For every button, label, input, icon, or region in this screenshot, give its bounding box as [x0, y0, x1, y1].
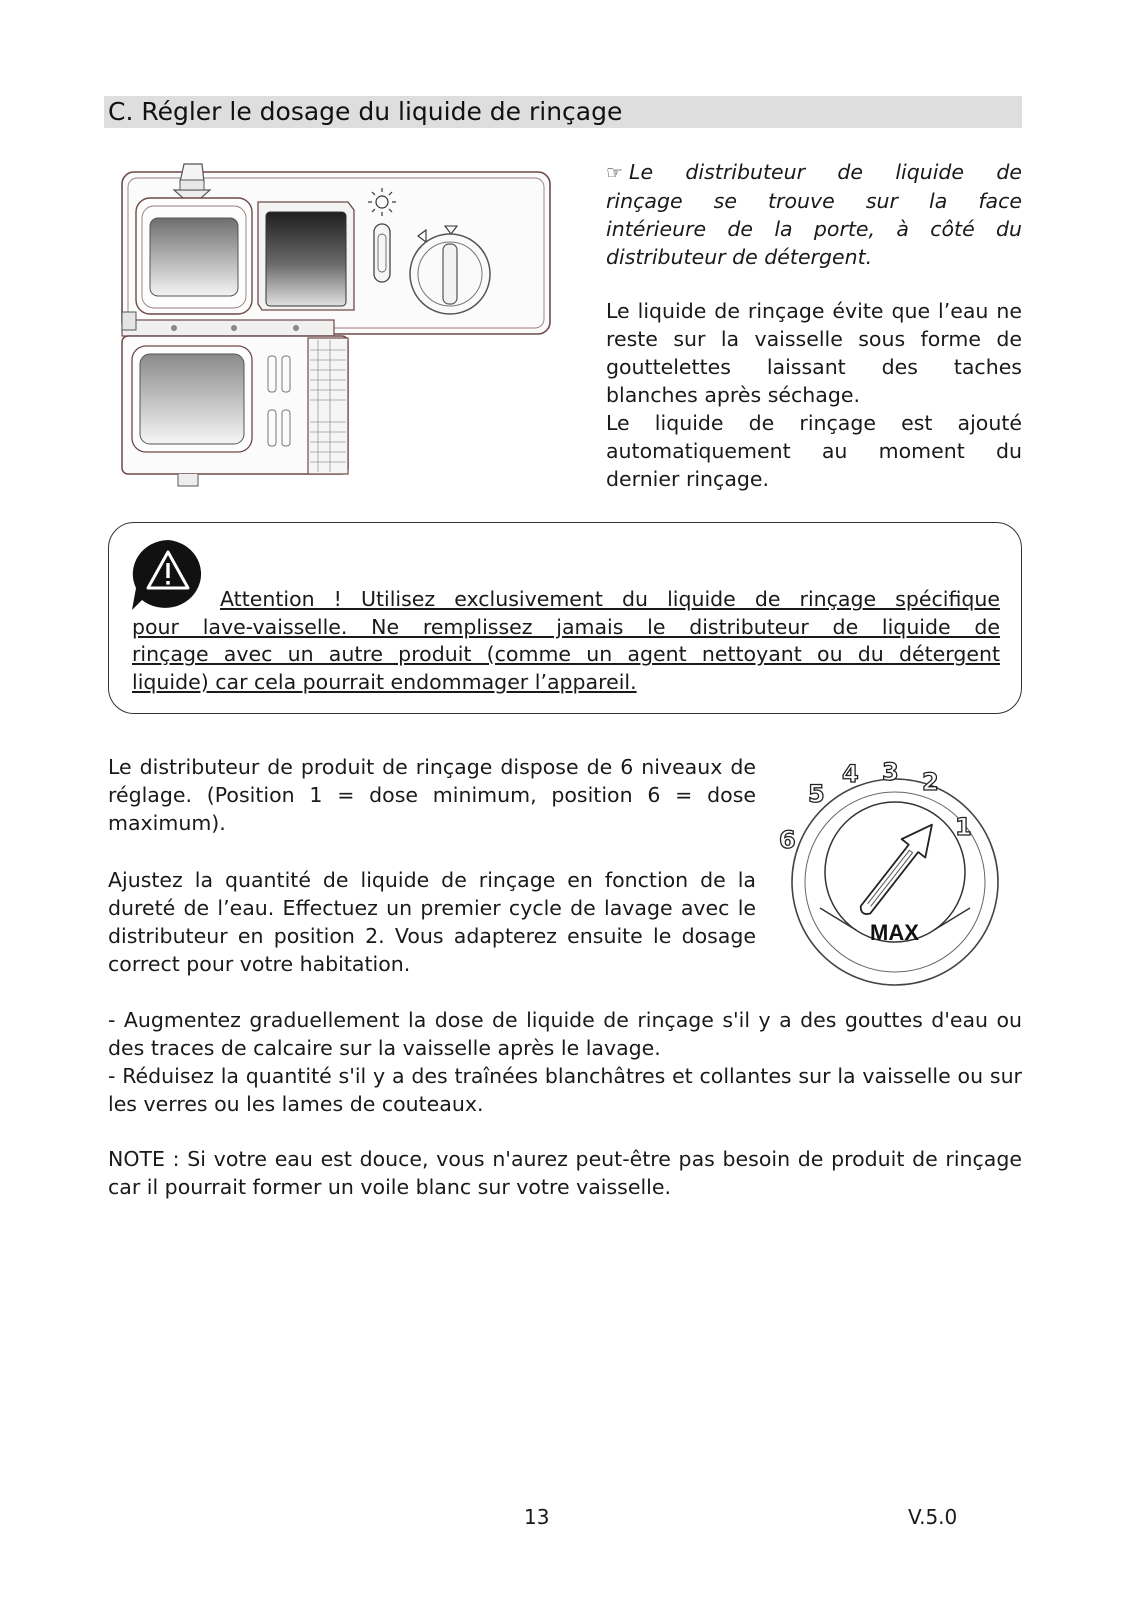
warning-line-1: Attention ! Utilisez exclusivement du liquide de rinçage spécifique: [220, 587, 1000, 611]
dial-max-label: MAX: [870, 920, 919, 945]
intro-line-2: rinçage se trouve sur la face: [606, 189, 1022, 213]
adjust-paragraph: Ajustez la quantité de liquide de rinçage en fonction de la dureté de l’eau. Effectuez un premier cycle de lavage avec le distributeur en position 2. Vous adapterez ensuite le dosage correct pour votre habitation.: [108, 868, 756, 976]
reduce-instruction: [108, 1062, 1022, 1118]
warning-line-2: pour lave-vaisselle. Ne remplissez jamais le distributeur de liquide de: [132, 614, 1000, 639]
description-line-5: Le liquide de rinçage est ajouté: [606, 411, 1022, 435]
dial-number-6: 6: [779, 826, 796, 854]
increase-keyword: Augmentez: [123, 1008, 241, 1032]
page-number: 13: [524, 1505, 550, 1529]
description-line-4: blanches après séchage.: [606, 383, 860, 407]
dispenser-illustration: [118, 160, 578, 490]
levels-paragraph: Le distributeur de produit de rinçage dispose de 6 niveaux de réglage. (Position 1 = dose minimum, position 6 = dose maximum).: [108, 755, 756, 835]
reduce-text: la quantité s'il y a des traînées blanchâtres et collantes sur la vaisselle ou sur les verres ou les lames de couteaux.: [108, 1064, 1022, 1116]
rinse-aid-description: [606, 297, 1022, 493]
description-line-1: Le liquide de rinçage évite que l’eau ne: [606, 299, 1022, 323]
description-line-3: gouttelettes laissant des taches: [606, 355, 1022, 379]
pointing-hand-icon: ☞: [606, 162, 624, 184]
intro-paragraph: [606, 158, 1022, 271]
intro-line-3: intérieure de la porte, à côté du: [606, 217, 1022, 241]
warning-line-4: liquide) car cela pourrait endommager l’appareil.: [132, 669, 637, 694]
bullet-dash: -: [108, 1008, 124, 1032]
dial-number-5: 5: [808, 780, 825, 808]
dial-number-4: 4: [842, 760, 859, 788]
warning-line-3: rinçage avec un autre produit (comme un agent nettoyant ou du détergent: [132, 642, 1000, 666]
intro-line-1: ☞ Le distributeur de liquide de: [606, 160, 1022, 184]
description-line-6: automatiquement au moment du: [606, 439, 1022, 463]
version-label: V.5.0: [908, 1505, 958, 1529]
note-paragraph: NOTE : Si votre eau est douce, vous n'aurez peut-être pas besoin de produit de rinçage car il pourrait former un voile blanc sur votre vaisselle.: [108, 1147, 1022, 1199]
increase-instruction: [108, 1006, 1022, 1062]
intro-line-4: distributeur de détergent.: [606, 245, 873, 269]
dial-number-3: 3: [882, 760, 899, 786]
reduce-keyword: Réduisez: [122, 1064, 214, 1088]
dosage-instructions: [108, 1006, 1022, 1118]
description-line-7: dernier rinçage.: [606, 467, 770, 491]
bullet-dash: -: [108, 1064, 123, 1088]
dial-number-1: 1: [955, 813, 972, 841]
description-line-2: reste sur la vaisselle sous forme de: [606, 327, 1022, 351]
warning-text: [132, 586, 1000, 696]
dial-illustration: [770, 760, 1020, 992]
dial-number-2: 2: [922, 768, 939, 796]
section-title: C. Régler le dosage du liquide de rinçage: [108, 97, 623, 126]
increase-text: graduellement la dose de liquide de rinçage s'il y a des gouttes d'eau ou des traces de calcaire sur la vaisselle après le lavage.: [108, 1008, 1022, 1060]
